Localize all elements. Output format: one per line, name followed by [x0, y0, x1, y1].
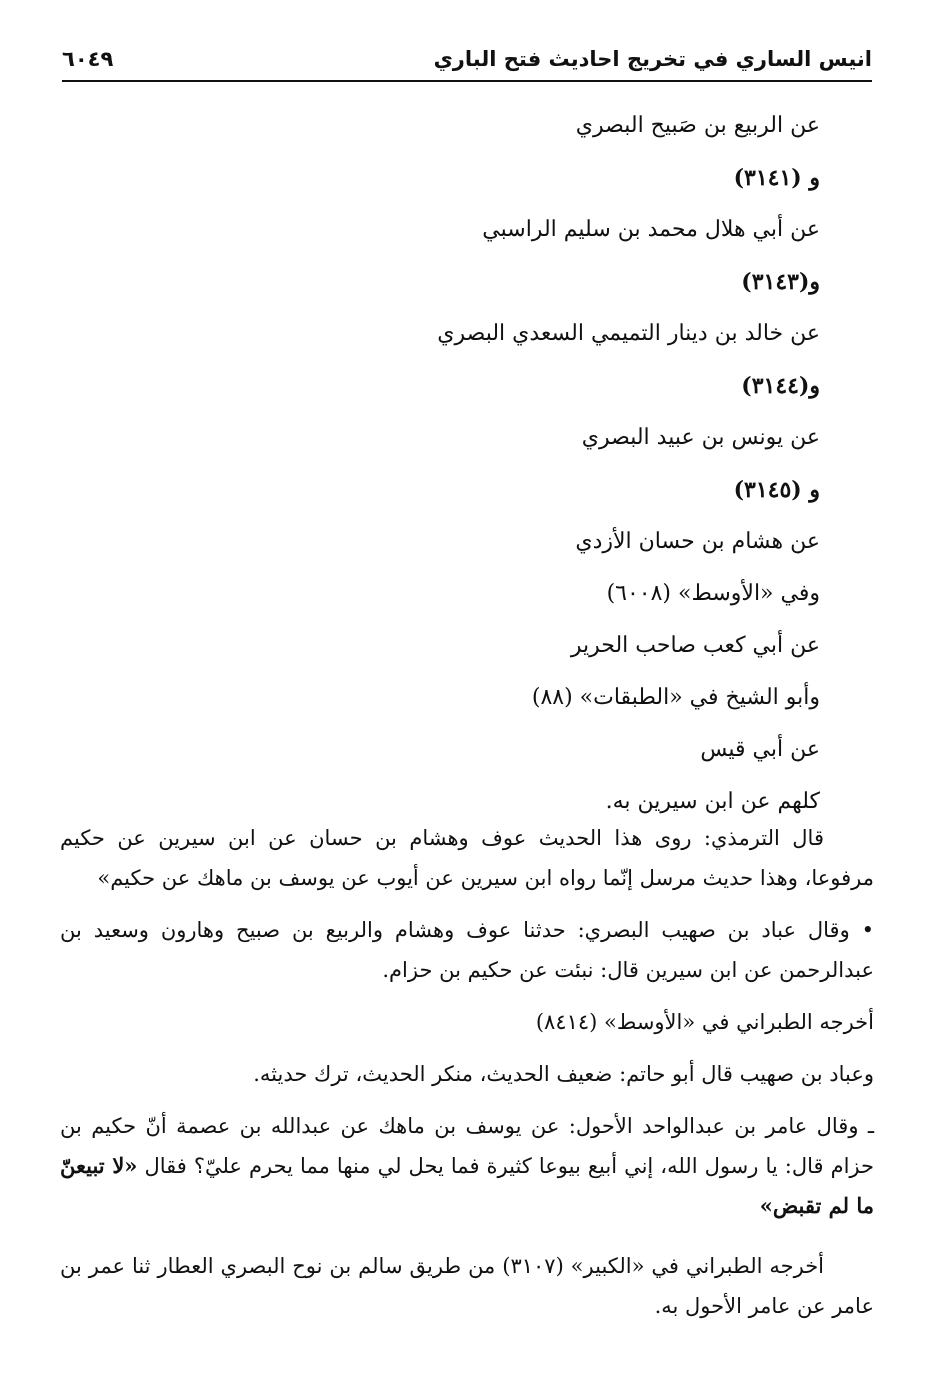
running-title: انيس الساري في تخريج احاديث فتح الباري	[433, 47, 872, 71]
narrator-list	[72, 100, 820, 828]
body-paragraphs	[60, 818, 874, 1338]
list-line: و(٣١٤٤)	[741, 373, 820, 399]
page-header	[62, 40, 872, 78]
paragraph-amir	[60, 1106, 874, 1226]
paragraph-tirmidhi: قال الترمذي: روى هذا الحديث عوف وهشام بن حسان عن ابن سيرين عن حكيم مرفوعا، وهذا حديث مرسل إنّما رواه ابن سيرين عن أيوب عن يوسف بن ماهك عن حكيم»	[60, 826, 874, 890]
header-rule	[62, 80, 872, 82]
list-line: عن أبي هلال محمد بن سليم الراسبي	[482, 217, 820, 242]
paragraph-tabarani-awsat: أخرجه الطبراني في «الأوسط» (٨٤١٤)	[535, 1010, 874, 1034]
list-line: عن يونس بن عبيد البصري	[581, 425, 820, 450]
paragraph-amir-text: ـ وقال عامر بن عبدالواحد الأحول: عن يوسف بن ماهك عن عبدالله بن عصمة أنّ حكيم بن حزام قال: يا رسول الله، إني أبيع بيوعا كثيرة فما يحل لي منها مما يحرم عليّ؟ فقال	[60, 1114, 874, 1178]
list-line: و(٣١٤٣)	[741, 269, 820, 295]
paragraph-abbad-grading: وعباد بن صهيب قال أبو حاتم: ضعيف الحديث، منكر الحديث، ترك حديثه.	[253, 1062, 874, 1086]
list-line: عن هشام بن حسان الأزدي	[575, 529, 820, 554]
list-line: و (٣١٤٥)	[733, 477, 820, 503]
list-line: عن أبي قيس	[700, 737, 820, 762]
list-line: وأبو الشيخ في «الطبقات» (٨٨)	[531, 685, 820, 710]
list-line: عن الربيع بن صَبيح البصري	[575, 113, 820, 138]
paragraph-tabarani-kabir: أخرجه الطبراني في «الكبير» (٣١٠٧) من طريق سالم بن نوح البصري العطار ثنا عمر بن عامر عن عامر الأحول به.	[60, 1254, 874, 1318]
paragraph-abbad: • وقال عباد بن صهيب البصري: حدثنا عوف وهشام والربيع بن صبيح وهارون وسعيد بن عبدالرحمن عن ابن سيرين قال: نبئت عن حكيم بن حزام.	[60, 918, 874, 982]
list-line: عن خالد بن دينار التميمي السعدي البصري	[437, 321, 820, 346]
list-line: عن أبي كعب صاحب الحرير	[570, 633, 820, 658]
list-line: وفي «الأوسط» (٦٠٠٨)	[606, 581, 820, 606]
page-number: ٦٠٤٩	[62, 47, 114, 71]
hadith-quote: «لا تبيعنّ ما لم تقبض»	[60, 1153, 874, 1218]
list-line: كلهم عن ابن سيرين به.	[605, 789, 820, 814]
list-line: و (٣١٤١)	[733, 165, 820, 191]
